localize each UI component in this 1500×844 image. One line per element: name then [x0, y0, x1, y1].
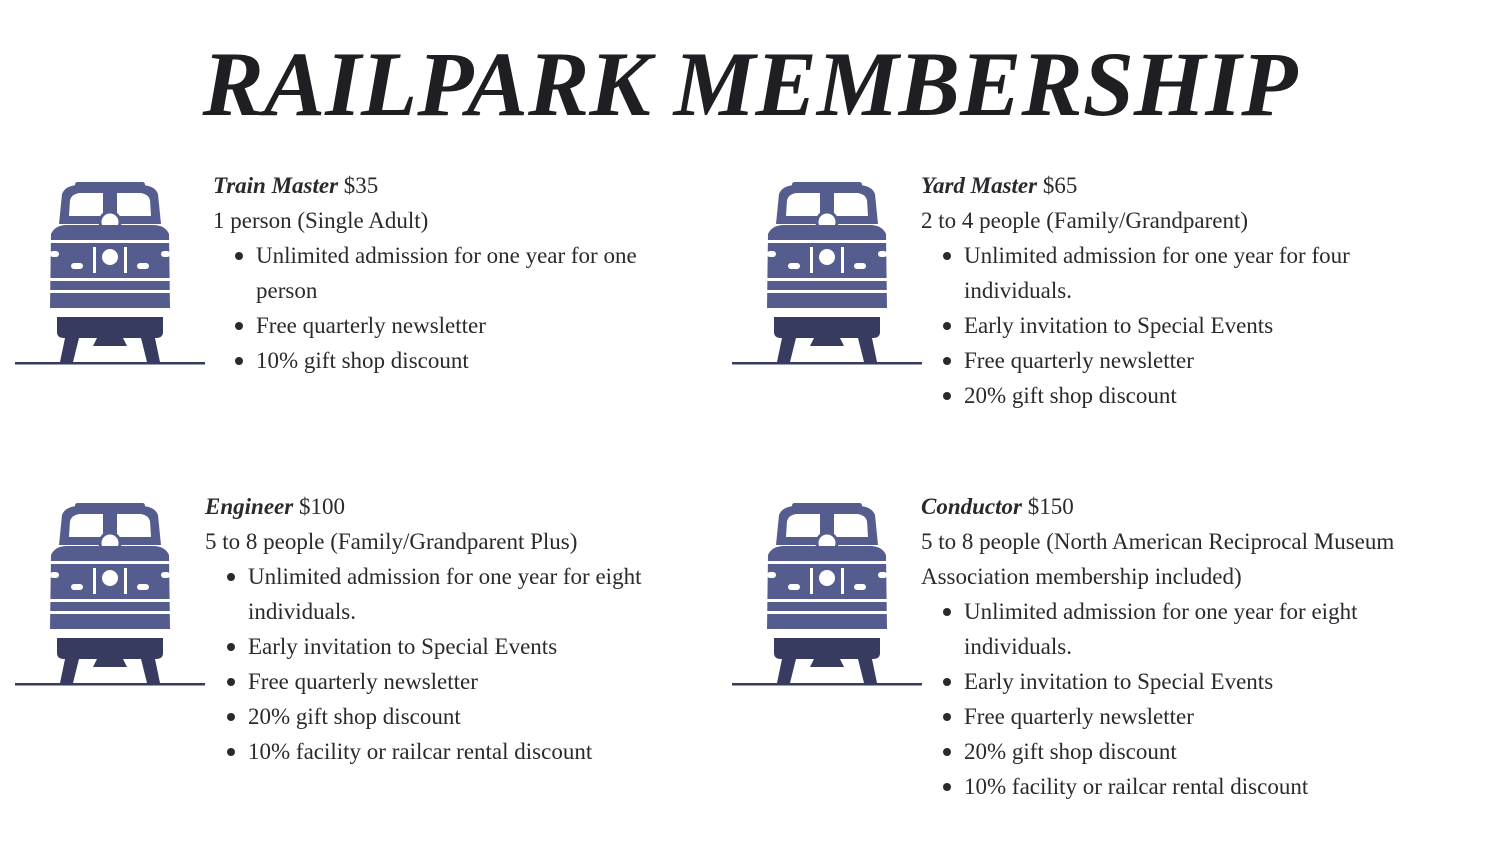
tier-heading [213, 168, 693, 203]
tier-heading [921, 168, 1421, 203]
benefit-item: 20% gift shop discount [205, 699, 700, 734]
train-icon [732, 501, 922, 687]
benefit-item: Free quarterly newsletter [921, 699, 1461, 734]
tier-heading [921, 489, 1461, 524]
benefit-item: Early invitation to Special Events [921, 664, 1461, 699]
benefit-item: 20% gift shop discount [921, 378, 1421, 413]
page-title: RAILPARK MEMBERSHIP [202, 33, 1298, 135]
tier-people: 5 to 8 people (North American Reciprocal Museum Association membership included) [921, 529, 1395, 589]
train-icon [732, 180, 922, 366]
tier-people: 2 to 4 people (Family/Grandparent) [921, 208, 1249, 233]
tier-price: $150 [1027, 494, 1074, 519]
benefit-item: 10% facility or railcar rental discount [921, 769, 1461, 804]
benefits-list [921, 594, 1461, 804]
tier-people: 5 to 8 people (Family/Grandparent Plus) [205, 529, 578, 554]
benefit-item: 20% gift shop discount [921, 734, 1461, 769]
benefit-item: Free quarterly newsletter [213, 308, 693, 343]
tier-heading [205, 489, 700, 524]
tier-name: Engineer [205, 494, 294, 519]
tier-price: $35 [343, 173, 379, 198]
benefit-item: Early invitation to Special Events [921, 308, 1421, 343]
train-icon [15, 501, 205, 687]
benefit-item: 10% gift shop discount [213, 343, 693, 378]
tier-price: $100 [298, 494, 345, 519]
benefit-item: Unlimited admission for one year for one person [213, 238, 693, 308]
benefits-list [213, 238, 693, 378]
tier-name: Conductor [921, 494, 1022, 519]
benefit-item: Free quarterly newsletter [205, 664, 700, 699]
tier-name: Yard Master [921, 173, 1038, 198]
benefits-list [205, 559, 700, 769]
benefit-item: Early invitation to Special Events [205, 629, 700, 664]
benefit-item: 10% facility or railcar rental discount [205, 734, 700, 769]
benefit-item: Unlimited admission for one year for eight individuals. [205, 559, 700, 629]
benefit-item: Unlimited admission for one year for eight individuals. [921, 594, 1461, 664]
tier-people: 1 person (Single Adult) [213, 208, 429, 233]
tier-name: Train Master [213, 173, 339, 198]
benefit-item: Free quarterly newsletter [921, 343, 1421, 378]
benefit-item: Unlimited admission for one year for four individuals. [921, 238, 1421, 308]
benefits-list [921, 238, 1421, 413]
tier-price: $65 [1042, 173, 1078, 198]
train-icon [15, 180, 205, 366]
